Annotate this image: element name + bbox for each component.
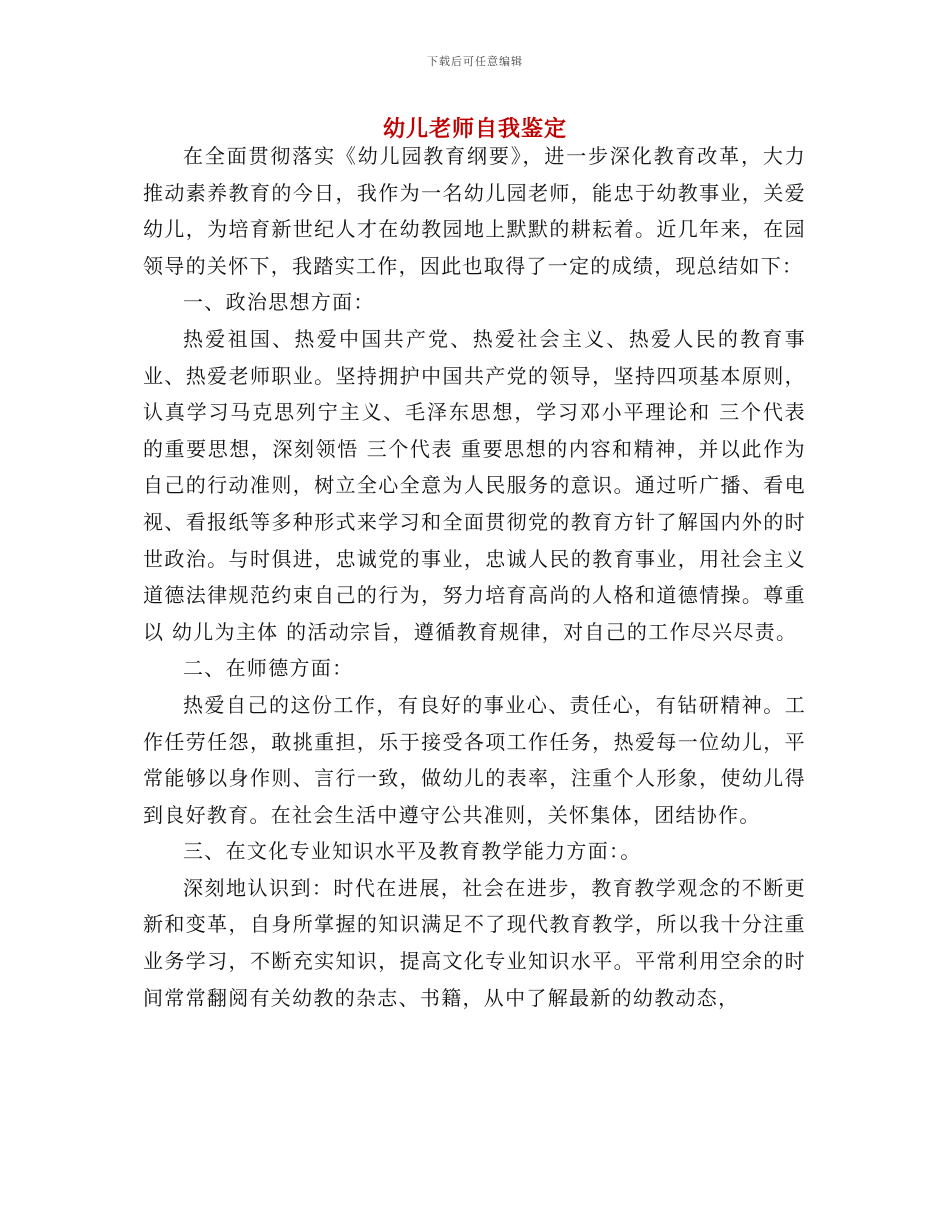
document-body — [143, 138, 806, 1016]
section-heading-political: 一、政治思想方面： — [183, 290, 375, 315]
knowledge-paragraph: 深刻地认识到：时代在进展，社会在进步，教育教学观念的不断更新和变革，自身所掌握的知识满足不了现代教育教学，所以我十分注重业务学习，不断充实知识，提高文化专业知识水平。平常利用空余的时间常常翻阅有关幼教的杂志、书籍，从中了解最新的幼教动态， — [143, 875, 806, 1010]
intro-paragraph: 在全面贯彻落实《幼儿园教育纲要》，进一步深化教育改革，大力推动素养教育的今日，我作为一名幼儿园老师，能忠于幼教事业，关爱幼儿，为培育新世纪人才在幼教园地上默默的耕耘着。近几年来，在园领导的关怀下，我踏实工作，因此也取得了一定的成绩，现总结如下： — [143, 144, 806, 278]
section-heading-ethics: 二、在师德方面： — [183, 656, 354, 681]
section-heading-knowledge: 三、在文化专业知识水平及教育教学能力方面：。 — [183, 839, 642, 864]
political-paragraph: 热爱祖国、热爱中国共产党、热爱社会主义、热爱人民的教育事业、热爱老师职业。坚持拥护中国共产党的领导，坚持四项基本原则，认真学习马克思列宁主义、毛泽东思想，学习邓小平理论和 三个代表的重要思想，深刻领悟 三个代表 重要思想的内容和精神，并以此作为自己的行动准则，树立全心全意为人民服务的意识。通过听广播、看电视、看报纸等多种形式来学习和全面贯彻党的教育方针了解国内外的时世政治。与时俱进，忠诚党的事业，忠诚人民的教育事业，用社会主义道德法律规范约束自己的行为，努力培育高尚的人格和道德情操。尊重以 幼儿为主体 的活动宗旨，遵循教育规律，对自己的工作尽兴尽责。 — [143, 326, 806, 644]
document-title: 幼儿老师自我鉴定 — [382, 116, 567, 142]
ethics-paragraph: 热爱自己的这份工作，有良好的事业心、责任心，有钻研精神。工作任劳任怨，敢挑重担，乐于接受各项工作任务，热爱每一位幼儿，平常能够以身作则、言行一致，做幼儿的表率，注重个人形象，使幼儿得到良好教育。在社会生活中遵守公共准则，关怀集体，团结协作。 — [143, 692, 806, 827]
download-note: 下载后可任意编辑 — [427, 55, 523, 68]
